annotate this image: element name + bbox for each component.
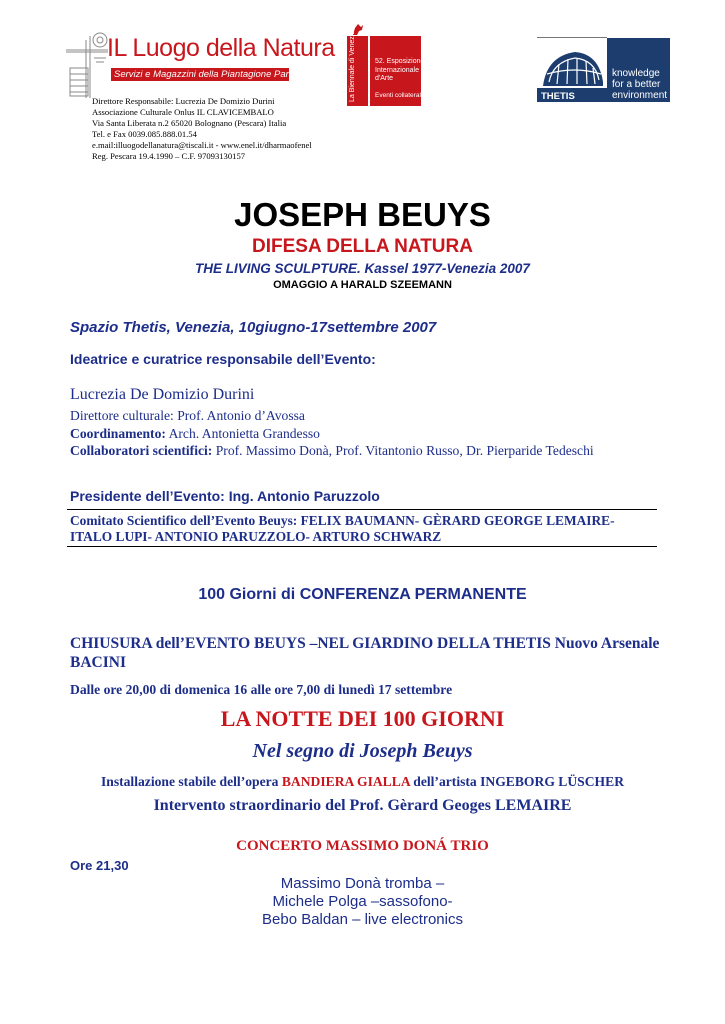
thetis-tagline: knowledge for a better environment	[612, 68, 668, 101]
night-subtitle: Nel segno di Joseph Beuys	[252, 740, 473, 762]
installation-line: Installazione stabile dell’opera BANDIERA GIALLA dell’artista INGEBORG LÜSCHER	[100, 774, 625, 789]
biennale-events-label: Eventi collaterali	[375, 92, 423, 99]
address-line: Direttore Responsabile: Lucrezia De Domizio Durini	[92, 96, 275, 106]
scientific-committee: Comitato Scientifico dell’Evento Beuys: FELIX BAUMANN- GÈRARD GEORGE LEMAIRE- ITALO LUPI- ANTONIO PARUZZOLO- ARTURO SCHWARZ	[70, 513, 615, 544]
night-title: LA NOTTE DEI 100 GIORNI	[220, 706, 505, 731]
biennale-vertical-label: La Biennale di Venezia	[349, 30, 356, 102]
divider	[67, 546, 657, 547]
special-intervention: Intervento straordinario del Prof. Gèrard Geoges LEMAIRE	[153, 797, 572, 814]
performer-line: Michele Polga –sassofono-	[272, 893, 453, 910]
performer-line: Bebo Baldan – live electronics	[262, 911, 463, 928]
address-line: Tel. e Fax 0039.085.888.01.54	[92, 129, 197, 139]
luogo-address-block	[92, 96, 312, 162]
omaggio-line: OMAGGIO A HARALD SZEEMANN	[273, 279, 452, 291]
concert-title: CONCERTO MASSIMO DONÁ TRIO	[236, 838, 489, 854]
luogo-logo-subtitle: Servizi e Magazzini della Piantagione Paradise	[111, 68, 289, 81]
cultural-director: Direttore culturale: Prof. Antonio d’Avossa	[70, 408, 305, 423]
venue-dates: Spazio Thetis, Venezia, 10giugno-17settembre 2007	[70, 319, 437, 336]
event-president: Presidente dell’Evento: Ing. Antonio Paruzzolo	[70, 488, 380, 504]
thetis-logo-name: THETIS	[541, 91, 575, 102]
performer-line: Massimo Donà tromba –	[280, 875, 445, 892]
curator-name: Lucrezia De Domizio Durini	[70, 386, 255, 403]
address-line: Via Santa Liberata n.2 65020 Bolognano (Pescara) Italia	[92, 118, 287, 128]
biennale-exhibition-label: 52. Esposizione Internazionale d'Arte	[375, 58, 425, 82]
page-subtitle: DIFESA DELLA NATURA	[252, 236, 473, 257]
divider	[67, 509, 657, 510]
closing-event-heading: CHIUSURA dell’EVENTO BEUYS –NEL GIARDINO DELLA THETIS Nuovo Arsenale BACINI	[70, 635, 660, 671]
luogo-logo-title: IL Luogo della Natura	[107, 34, 335, 62]
coordination: Coordinamento: Arch. Antonietta Grandesso	[70, 426, 320, 441]
address-line: Associazione Culturale Onlus IL CLAVICEMBALO	[92, 107, 274, 117]
event-hours: Dalle ore 20,00 di domenica 16 alle ore 7,00 di lunedì 17 settembre	[70, 682, 453, 697]
living-sculpture-line: THE LIVING SCULPTURE. Kassel 1977-Venezia 2007	[195, 261, 530, 276]
page-title: JOSEPH BEUYS	[234, 196, 491, 233]
scientific-collaborators: Collaboratori scientifici: Prof. Massimo Donà, Prof. Vitantonio Russo, Dr. Pierparide Tedeschi	[70, 443, 594, 458]
concert-time: Ore 21,30	[70, 858, 129, 873]
conference-heading: 100 Giorni di CONFERENZA PERMANENTE	[198, 586, 527, 603]
address-line: e.mail:illuogodellanatura@tiscali.it - www.enel.it/dharmaofenel	[92, 140, 312, 150]
address-line: Reg. Pescara 19.4.1990 – C.F. 97093130157	[92, 151, 246, 161]
curator-heading: Ideatrice e curatrice responsabile dell’Evento:	[70, 351, 376, 367]
